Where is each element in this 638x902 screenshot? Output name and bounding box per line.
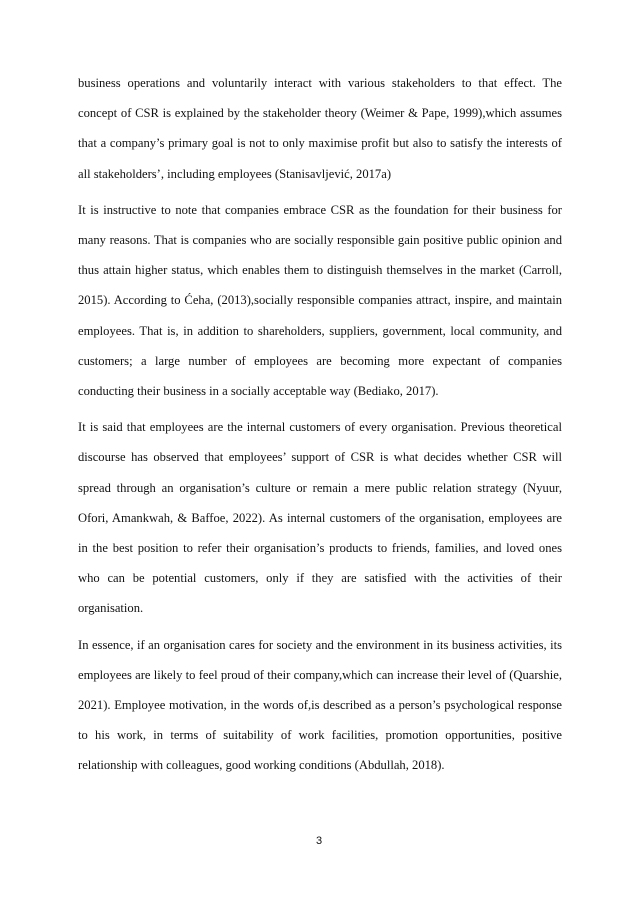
paragraph-1: business operations and voluntarily interact with various stakeholders to that effect. The concept of CSR is explained by the stakeholder theory (Weimer & Pape, 1999),which assumes that a company’s primary goal is not to only maximise profit but also to satisfy the interests of all stakeholders’, including employees (Stanisavljević, 2017a) <box>78 76 562 181</box>
page-number: 3 <box>315 835 323 847</box>
paragraph-4: In essence, if an organisation cares for society and the environment in its business activities, its employees are likely to feel proud of their company,which can increase their level of (Quarshie, 2021). Employee motivation, in the words of,is described as a person’s psychological response to his work, in terms of suitability of work facilities, promotion opportunities, positive relationship with colleagues, good working conditions (Abdullah, 2018). <box>78 637 562 773</box>
paragraph-3: It is said that employees are the internal customers of every organisation. Previous theoretical discourse has observed that employees’ support of CSR is what decides whether CSR will spread through an organisation’s culture or remain a mere public relation strategy (Nyuur, Ofori, Amankwah, & Baffoe, 2022). As internal customers of the organisation, employees are in the best position to refer their organisation’s products to friends, families, and loved ones who can be potential customers, only if they are satisfied with the activities of their organisation. <box>78 420 562 616</box>
paragraph-2: It is instructive to note that companies embrace CSR as the foundation for their business for many reasons. That is companies who are socially responsible gain positive public opinion and thus attain higher status, which enables them to distinguish themselves in the market (Carroll, 2015). According to Ćeha, (2013),socially responsible companies attract, inspire, and maintain employees. That is, in addition to shareholders, suppliers, government, local community, and customers; a large number of employees are becoming more expectant of companies conducting their business in a socially acceptable way (Bediako, 2017). <box>78 202 562 399</box>
body-text <box>78 68 562 787</box>
